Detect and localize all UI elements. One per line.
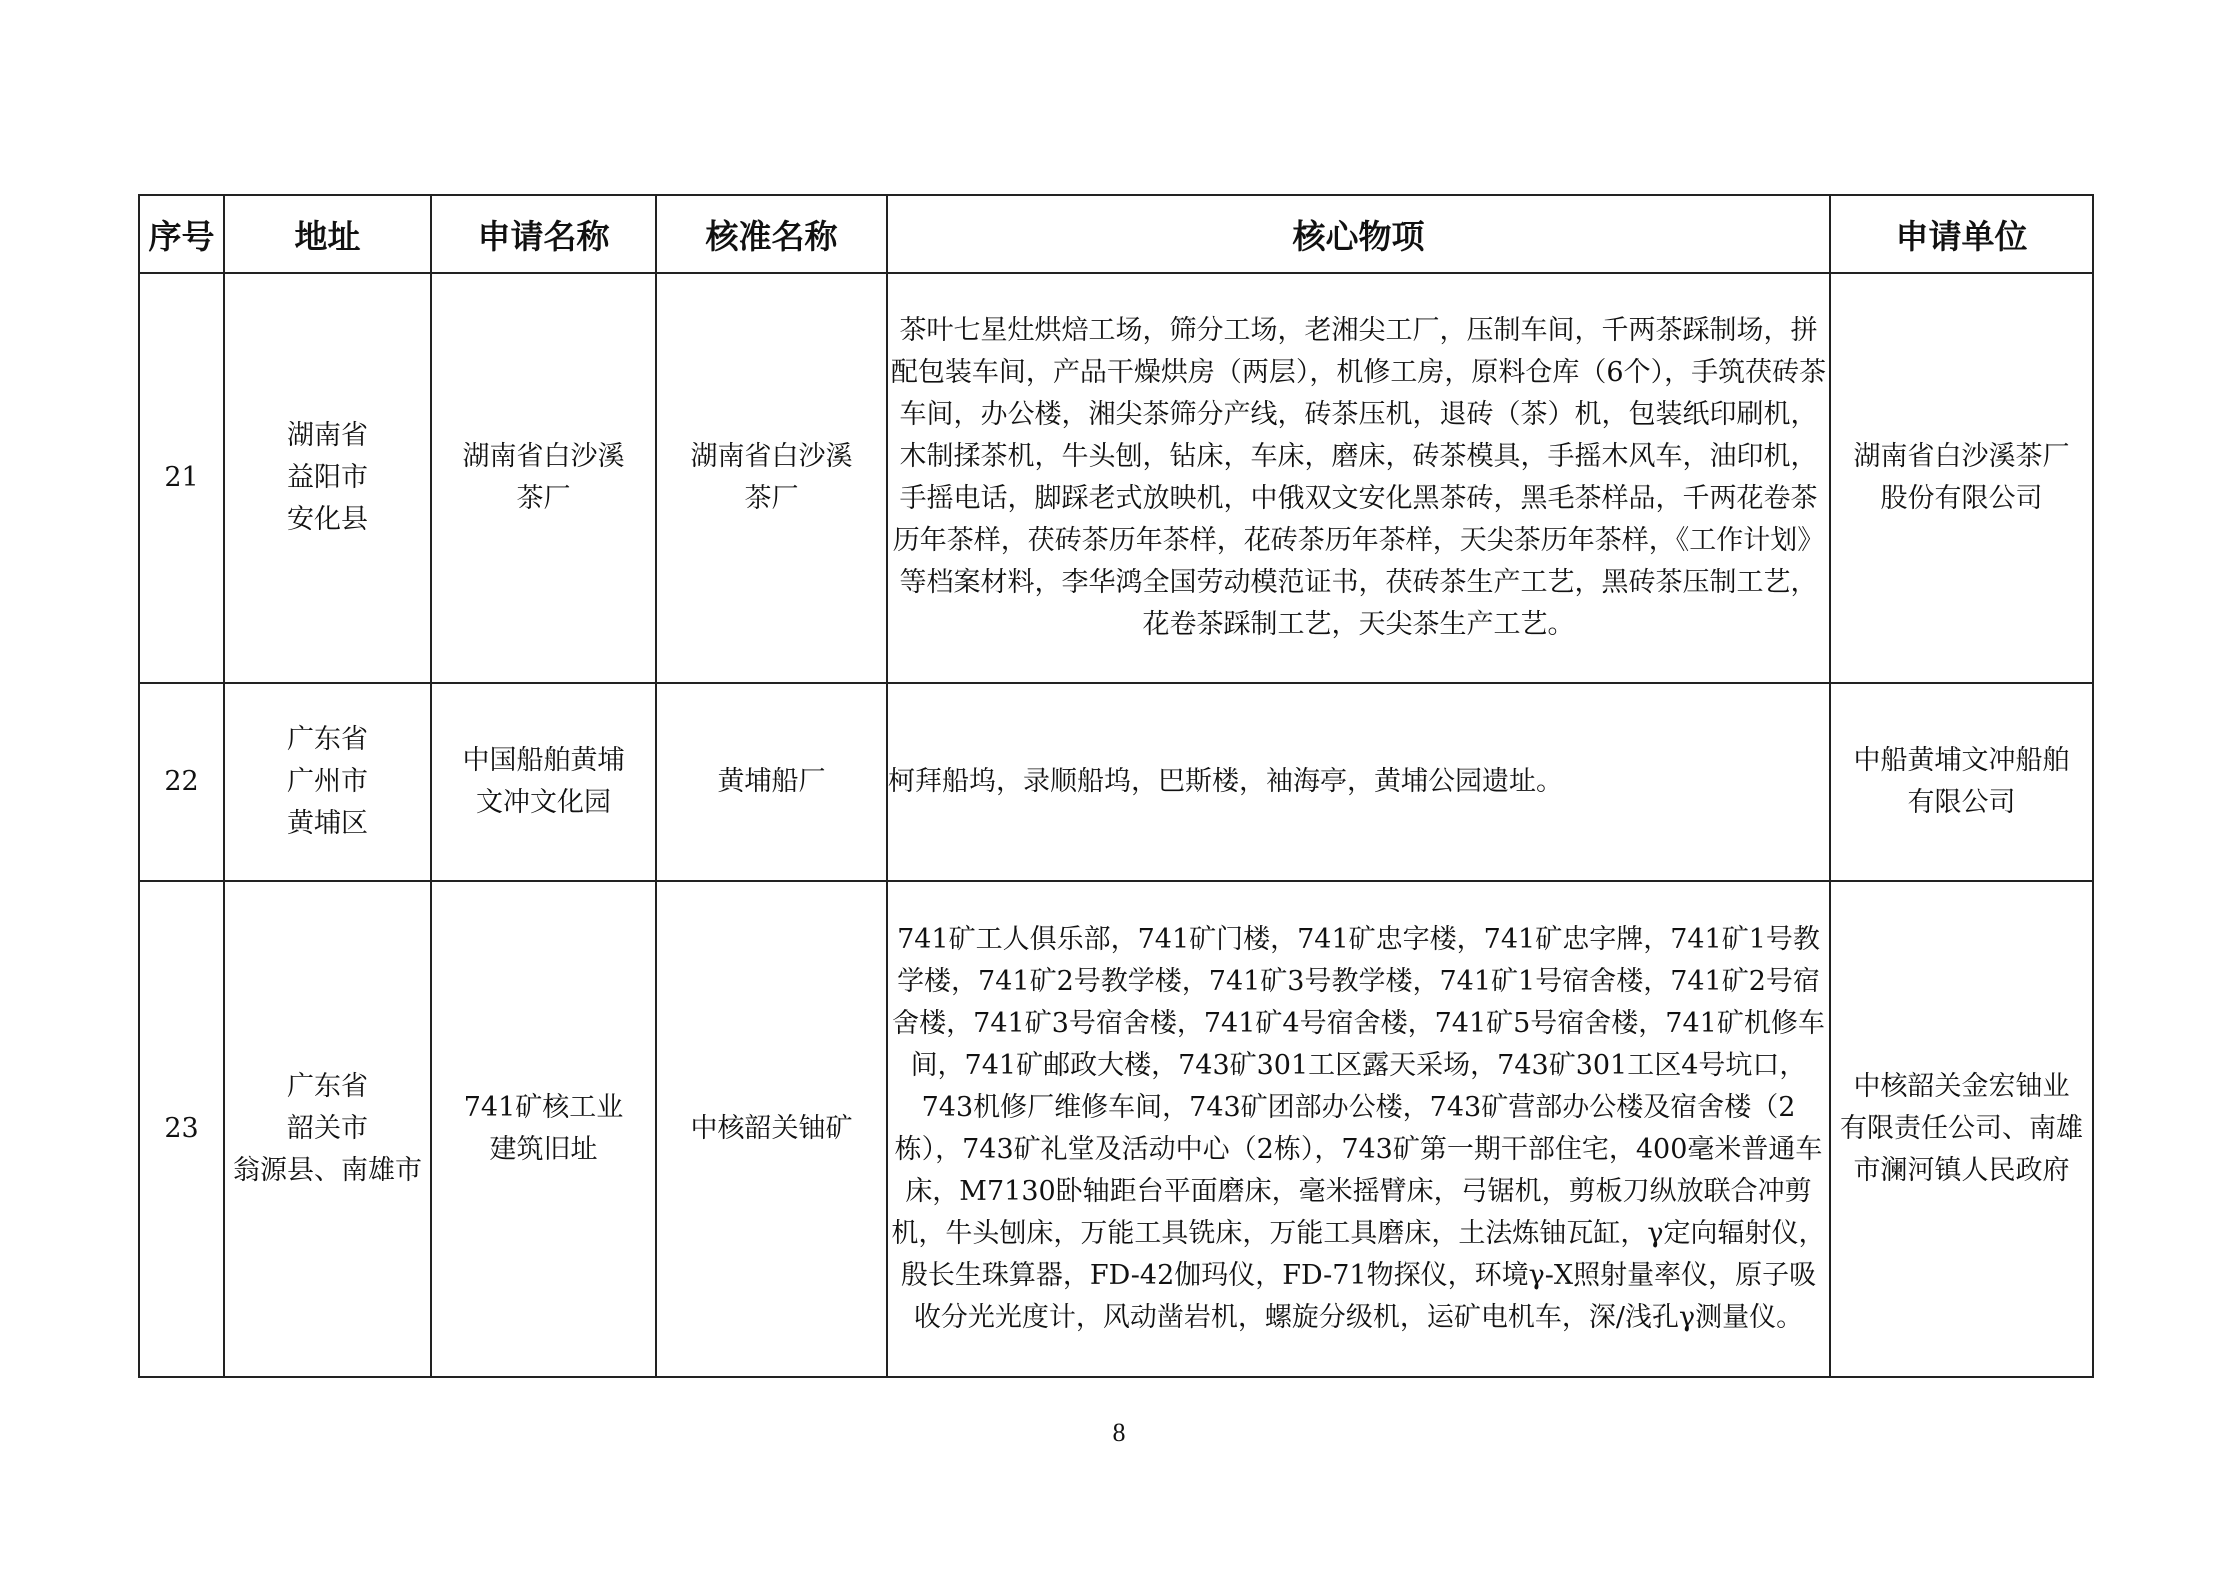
page-number: 8: [1112, 1418, 1126, 1447]
cell-address: [224, 683, 431, 881]
cell-seq: 22: [139, 683, 224, 881]
header-applicant: 申请单位: [1830, 195, 2093, 273]
applied-name-line: 文冲文化园: [476, 787, 611, 818]
cell-address: [224, 273, 431, 683]
cell-seq: 23: [139, 881, 224, 1377]
applicant-line: 有限公司: [1907, 787, 2016, 818]
address-line: 广州市: [287, 766, 368, 797]
applied-name-line: 中国船舶黄埔: [462, 745, 625, 776]
header-approved-name: 核准名称: [656, 195, 887, 273]
address-line: 益阳市: [287, 462, 368, 493]
header-core-items: 核心物项: [887, 195, 1830, 273]
approved-name-line: 茶厂: [744, 483, 799, 514]
applicant-line: 股份有限公司: [1880, 483, 2043, 514]
applied-name-line: 湖南省白沙溪: [462, 441, 625, 472]
cell-core-items: 柯拜船坞，录顺船坞，巴斯楼，袖海亭，黄埔公园遗址。: [887, 683, 1830, 881]
applied-name-line: 茶厂: [516, 483, 571, 514]
header-applied-name: 申请名称: [431, 195, 656, 273]
table-header-row: [139, 195, 2093, 273]
address-line: 广东省: [287, 1071, 368, 1102]
cell-address: [224, 881, 431, 1377]
heritage-list-table: [138, 194, 2094, 1378]
cell-applicant: [1830, 683, 2093, 881]
approved-name-line: 湖南省白沙溪: [690, 441, 853, 472]
approved-name-line: 中核韶关铀矿: [690, 1113, 853, 1144]
address-line: 翁源县、南雄市: [233, 1155, 422, 1186]
approved-name-line: 黄埔船厂: [717, 766, 826, 797]
address-line: 韶关市: [287, 1113, 368, 1144]
applicant-line: 有限责任公司、南雄: [1840, 1113, 2083, 1144]
header-seq: 序号: [139, 195, 224, 273]
applicant-line: 湖南省白沙溪茶厂: [1853, 441, 2070, 472]
header-address: 地址: [224, 195, 431, 273]
cell-applied-name: [431, 273, 656, 683]
applicant-line: 中船黄埔文冲船舶: [1853, 745, 2070, 776]
table-row: [139, 273, 2093, 683]
address-line: 广东省: [287, 724, 368, 755]
applicant-line: 中核韶关金宏铀业: [1853, 1071, 2070, 1102]
cell-applicant: [1830, 881, 2093, 1377]
cell-applied-name: [431, 683, 656, 881]
applied-name-line: 741矿核工业: [463, 1092, 624, 1123]
address-line: 湖南省: [287, 420, 368, 451]
cell-core-items: 741矿工人俱乐部，741矿门楼，741矿忠字楼，741矿忠字牌，741矿1号教学楼，741矿2号教学楼，741矿3号教学楼，741矿1号宿舍楼，741矿2号宿舍楼，741矿3号宿舍楼，741矿4号宿舍楼，741矿5号宿舍楼，741矿机修车间，741矿邮政大楼，743矿301工区露天采场，743矿301工区4号坑口，743机修厂维修车间，743矿团部办公楼，743矿营部办公楼及宿舍楼（2栋），743矿礼堂及活动中心（2栋），743矿第一期干部住宅，400毫米普通车床，M7130卧轴距台平面磨床，毫米摇臂床，弓锯机，剪板刀纵放联合冲剪机，牛头刨床，万能工具铣床，万能工具磨床，土法炼铀瓦缸，γ定向辐射仪，殷长生珠算器，FD-42伽玛仪，FD-71物探仪，环境γ-X照射量率仪，原子吸收分光光度计，风动凿岩机，螺旋分级机，运矿电机车，深/浅孔γ测量仪。: [887, 881, 1830, 1377]
cell-seq: 21: [139, 273, 224, 683]
cell-approved-name: [656, 683, 887, 881]
applicant-line: 市澜河镇人民政府: [1853, 1155, 2070, 1186]
cell-applicant: [1830, 273, 2093, 683]
table-row: [139, 683, 2093, 881]
address-line: 黄埔区: [287, 808, 368, 839]
address-line: 安化县: [287, 504, 368, 535]
table-row: [139, 881, 2093, 1377]
cell-approved-name: [656, 881, 887, 1377]
applied-name-line: 建筑旧址: [489, 1134, 598, 1165]
cell-core-items: 茶叶七星灶烘焙工场，筛分工场，老湘尖工厂，压制车间，千两茶踩制场，拼配包装车间，产品干燥烘房（两层），机修工房，原料仓库（6个），手筑茯砖茶车间，办公楼，湘尖茶筛分产线，砖茶压机，退砖（茶）机，包装纸印刷机，木制揉茶机，牛头刨，钻床，车床，磨床，砖茶模具，手摇木风车，油印机，手摇电话，脚踩老式放映机，中俄双文安化黑茶砖，黑毛茶样品，千两花卷茶历年茶样，茯砖茶历年茶样，花砖茶历年茶样，天尖茶历年茶样，《工作计划》等档案材料，李华鸿全国劳动模范证书，茯砖茶生产工艺，黑砖茶压制工艺，花卷茶踩制工艺，天尖茶生产工艺。: [887, 273, 1830, 683]
cell-approved-name: [656, 273, 887, 683]
cell-applied-name: [431, 881, 656, 1377]
